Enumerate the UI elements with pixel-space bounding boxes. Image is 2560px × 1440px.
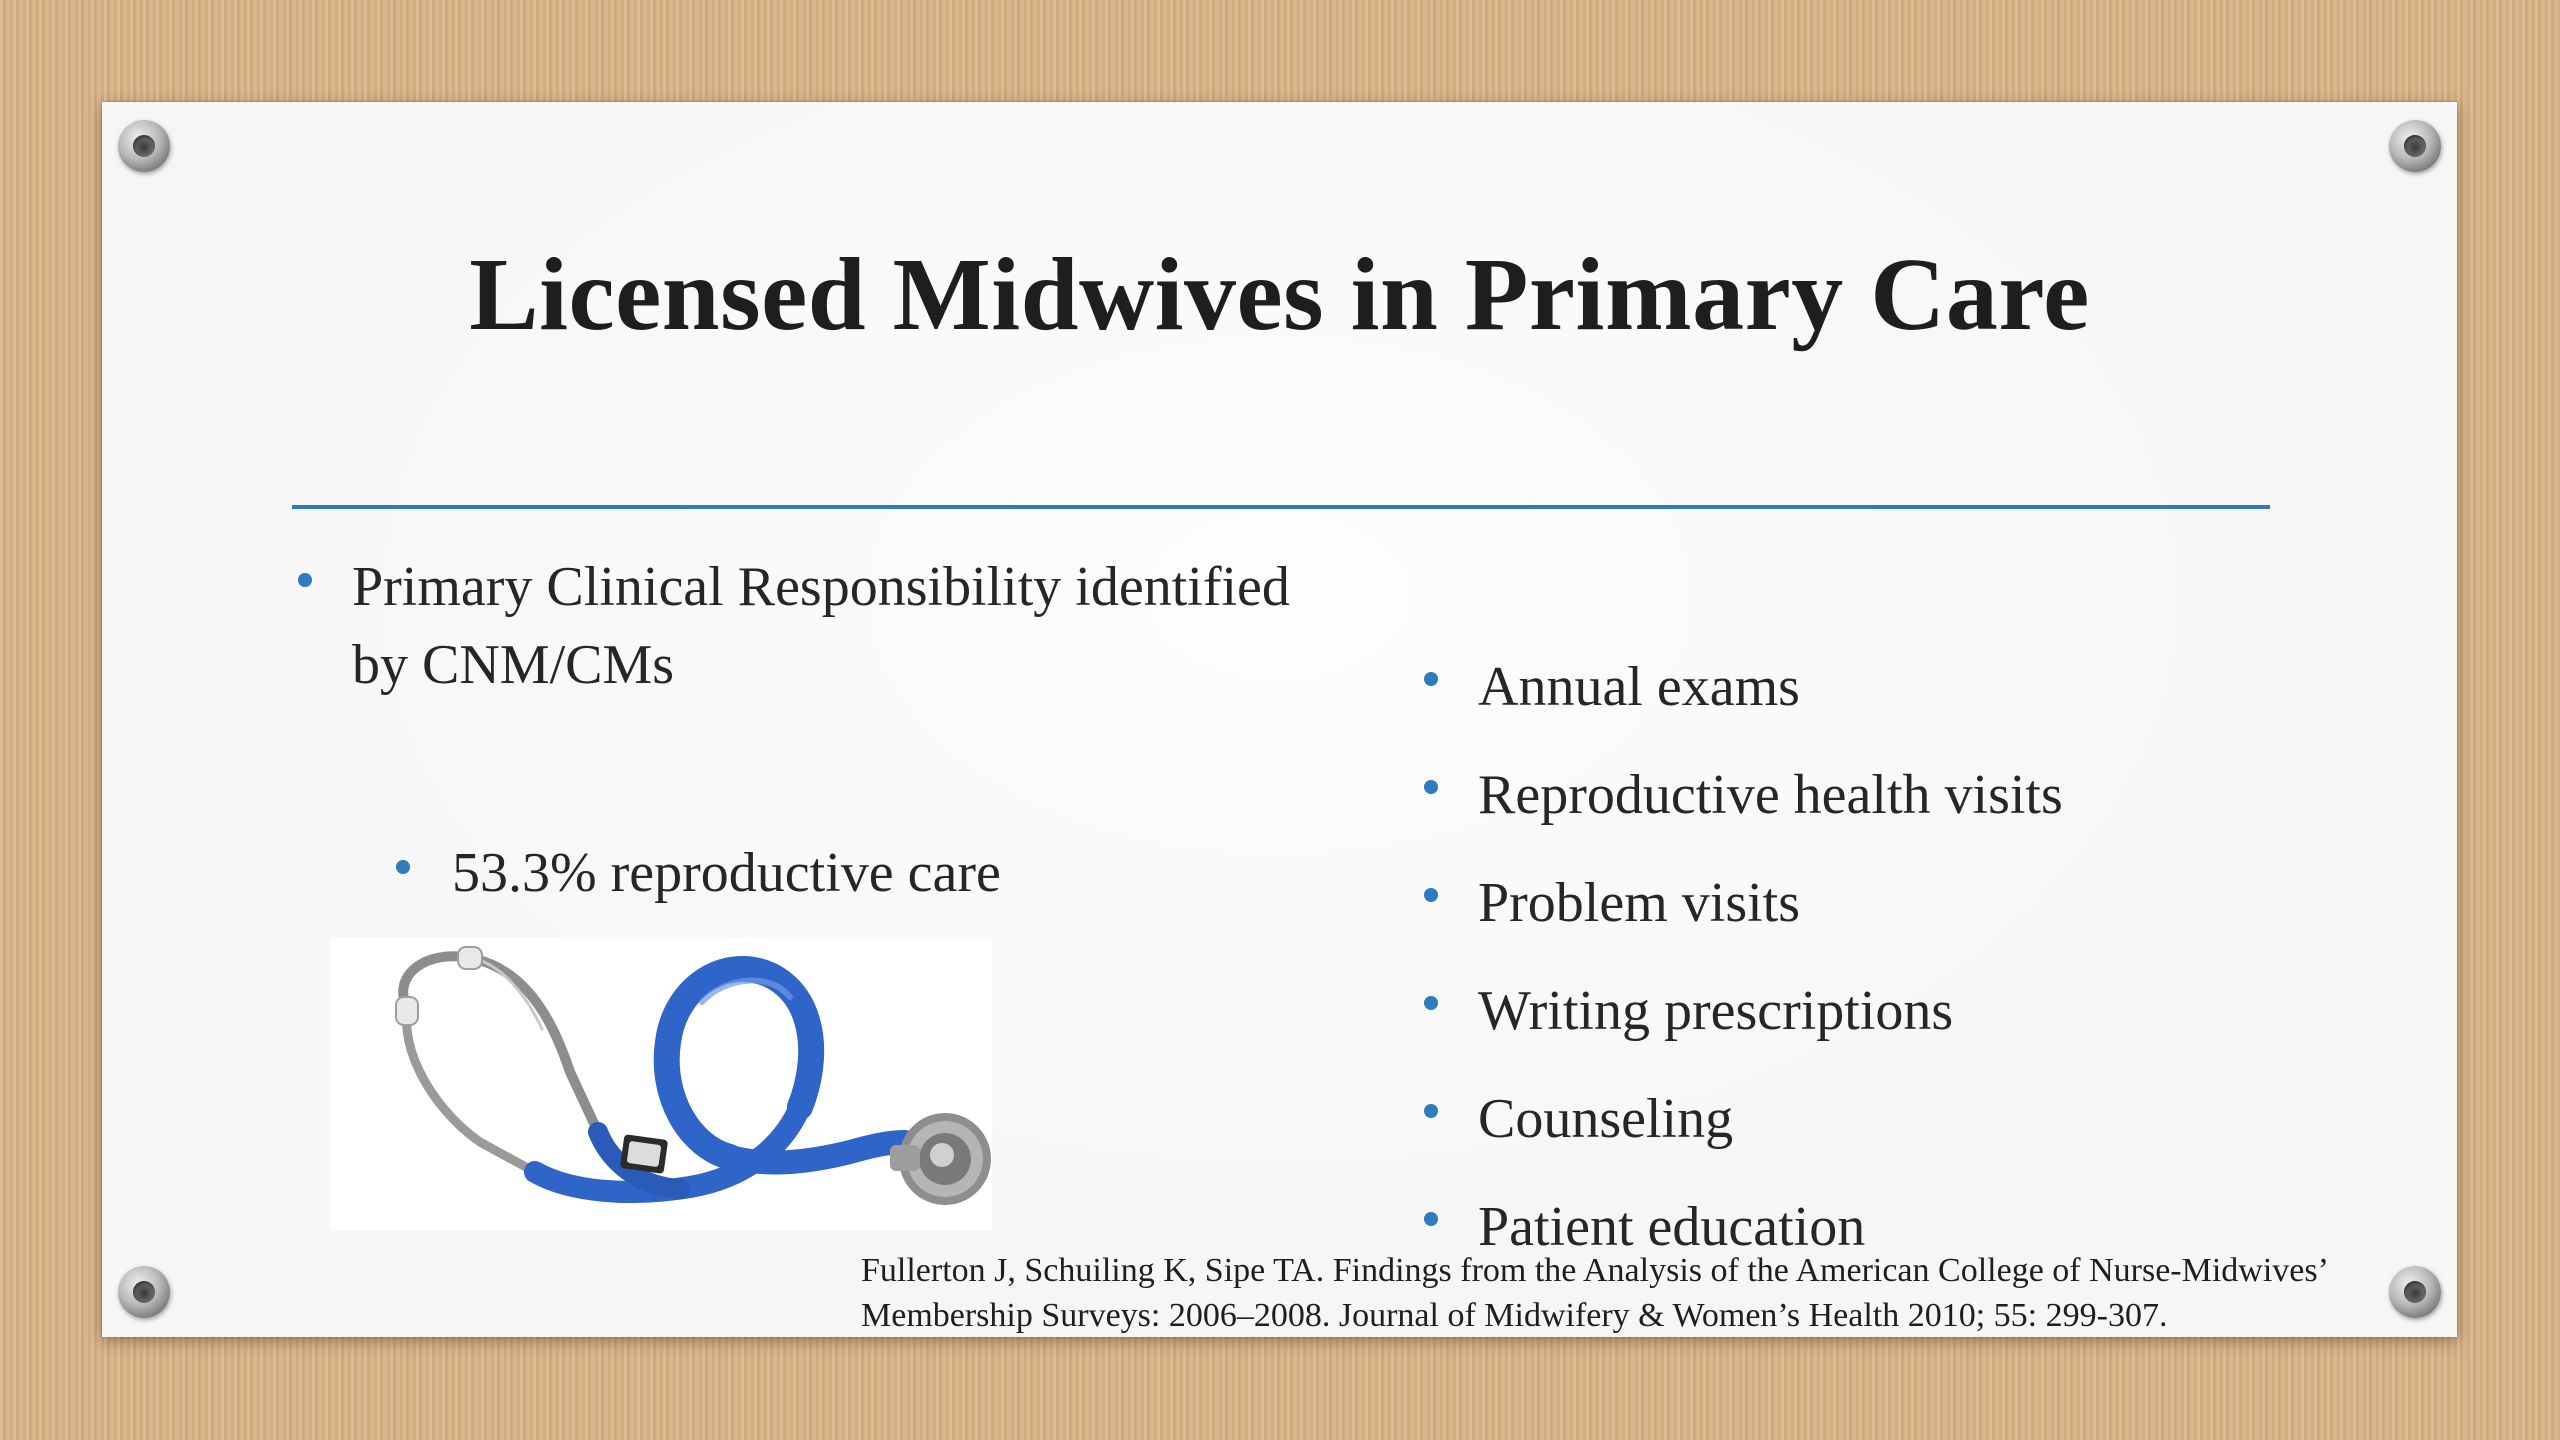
sub-bullet xyxy=(452,834,1252,942)
list-item xyxy=(1478,1080,2378,1188)
list-item xyxy=(1478,864,2378,972)
slide-board xyxy=(102,102,2457,1337)
bullet-dot xyxy=(298,573,312,587)
stethoscope-icon xyxy=(330,937,992,1231)
bullet-dot xyxy=(1424,996,1438,1010)
right-bullet-list xyxy=(1478,648,2378,1296)
bullet-dot xyxy=(1424,1104,1438,1118)
grommet-top-left xyxy=(118,120,170,172)
main-bullet-text: Primary Clinical Responsibility identified by CNM/CMs xyxy=(352,556,1290,696)
citation-text: Fullerton J, Schuiling K, Sipe TA. Findings from the Analysis of the American College of Nurse-Midwives’ Membership Surveys: 2006–2008. Journal of Midwifery & Women’s Health 2010; 55: 299-307. xyxy=(861,1252,2327,1334)
list-item xyxy=(1478,648,2378,756)
bullet-dot xyxy=(1424,780,1438,794)
list-item-text: Patient education xyxy=(1478,1196,1866,1258)
grommet-bottom-left xyxy=(118,1266,170,1318)
slide-title: Licensed Midwives in Primary Care xyxy=(469,237,2090,352)
list-item-text: Reproductive health visits xyxy=(1478,764,2063,826)
bullet-dot xyxy=(1424,888,1438,902)
sub-bullet-text: 53.3% reproductive care xyxy=(452,842,1001,904)
list-item-text: Problem visits xyxy=(1478,872,1801,934)
bullet-dot xyxy=(1424,1212,1438,1226)
stethoscope-image xyxy=(330,937,992,1231)
left-bullet-list xyxy=(352,548,1292,704)
bullet-dot xyxy=(396,860,410,874)
main-bullet xyxy=(352,548,1292,704)
list-item xyxy=(1478,756,2378,864)
list-item-text: Counseling xyxy=(1478,1088,1734,1150)
grommet-bottom-right xyxy=(2389,1266,2441,1318)
list-item-text: Annual exams xyxy=(1478,656,1800,718)
bullet-dot xyxy=(1424,672,1438,686)
grommet-top-right xyxy=(2389,120,2441,172)
list-item xyxy=(1478,972,2378,1080)
title-divider xyxy=(292,505,2270,509)
list-item-text: Writing prescriptions xyxy=(1478,980,1954,1042)
